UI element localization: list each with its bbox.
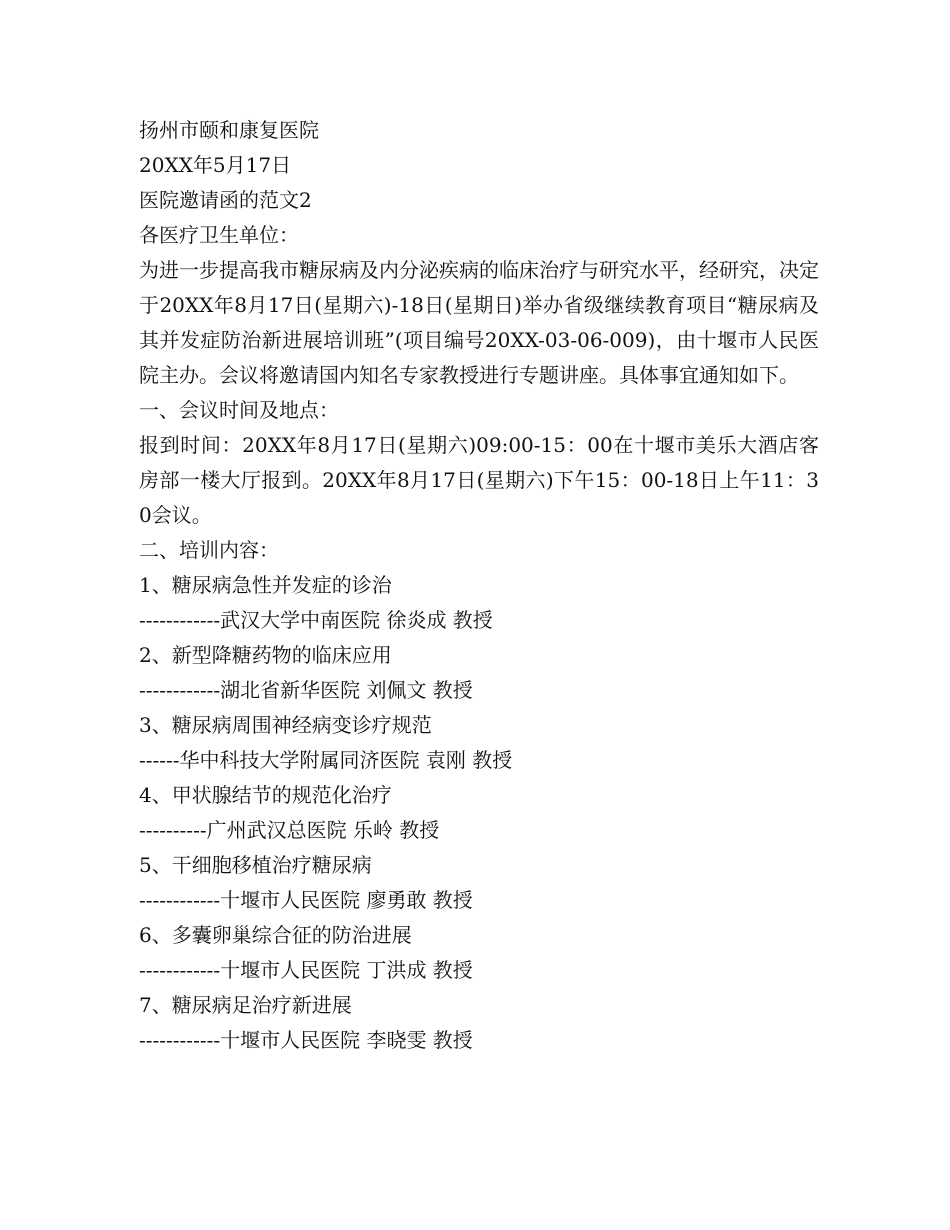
section1-heading: 一、会议时间及地点： [139,398,339,422]
list-item-lecturer: ------------十堰市人民医院 廖勇敢 教授 [139,888,473,912]
list-item-topic: 1、糖尿病急性并发症的诊治 [139,573,392,597]
list-item [139,918,819,988]
list-item-topic: 4、甲状腺结节的规范化治疗 [139,783,392,807]
training-list [139,568,819,1058]
salutation: 各医疗卫生单位： [139,223,299,247]
intro-paragraph: 为进一步提高我市糖尿病及内分泌疾病的临床治疗与研究水平，经研究，决定于20XX年8月17日(星期六)-18日(星期日)举办省级继续教育项目“糖尿病及其并发症防治新进展培训班”(项目编号20XX-03-06-009)，由十堰市人民医院主办。会议将邀请国内知名专家教授进行专题讲座。具体事宜通知如下。 [139,258,819,387]
section1-body: 报到时间：20XX年8月17日(星期六)09:00-15：00在十堰市美乐大酒店客房部一楼大厅报到。20XX年8月17日(星期六)下午15：00-18日上午11：30会议。 [139,433,819,527]
list-item [139,708,819,778]
list-item [139,778,819,848]
section-title: 医院邀请函的范文2 [139,188,312,212]
list-item-lecturer: ------------十堰市人民医院 李晓雯 教授 [139,1028,473,1052]
list-item-lecturer: ----------广州武汉总医院 乐岭 教授 [139,818,440,842]
list-item-lecturer: ------------十堰市人民医院 丁洪成 教授 [139,958,473,982]
list-item-topic: 6、多囊卵巢综合征的防治进展 [139,923,412,947]
list-item-lecturer: ------华中科技大学附属同济医院 袁刚 教授 [139,748,513,772]
section2-heading: 二、培训内容： [139,538,279,562]
list-item-topic: 5、干细胞移植治疗糖尿病 [139,853,372,877]
list-item-topic: 7、糖尿病足治疗新进展 [139,993,352,1017]
list-item [139,638,819,708]
list-item-lecturer: ------------武汉大学中南医院 徐炎成 教授 [139,608,493,632]
list-item-lecturer: ------------湖北省新华医院 刘佩文 教授 [139,678,473,702]
document-date: 20XX年5月17日 [139,153,292,177]
organization-name: 扬州市颐和康复医院 [139,118,319,142]
document-page [139,113,819,1058]
list-item [139,848,819,918]
list-item-topic: 3、糖尿病周围神经病变诊疗规范 [139,713,432,737]
list-item [139,568,819,638]
list-item-topic: 2、新型降糖药物的临床应用 [139,643,392,667]
list-item [139,988,819,1058]
